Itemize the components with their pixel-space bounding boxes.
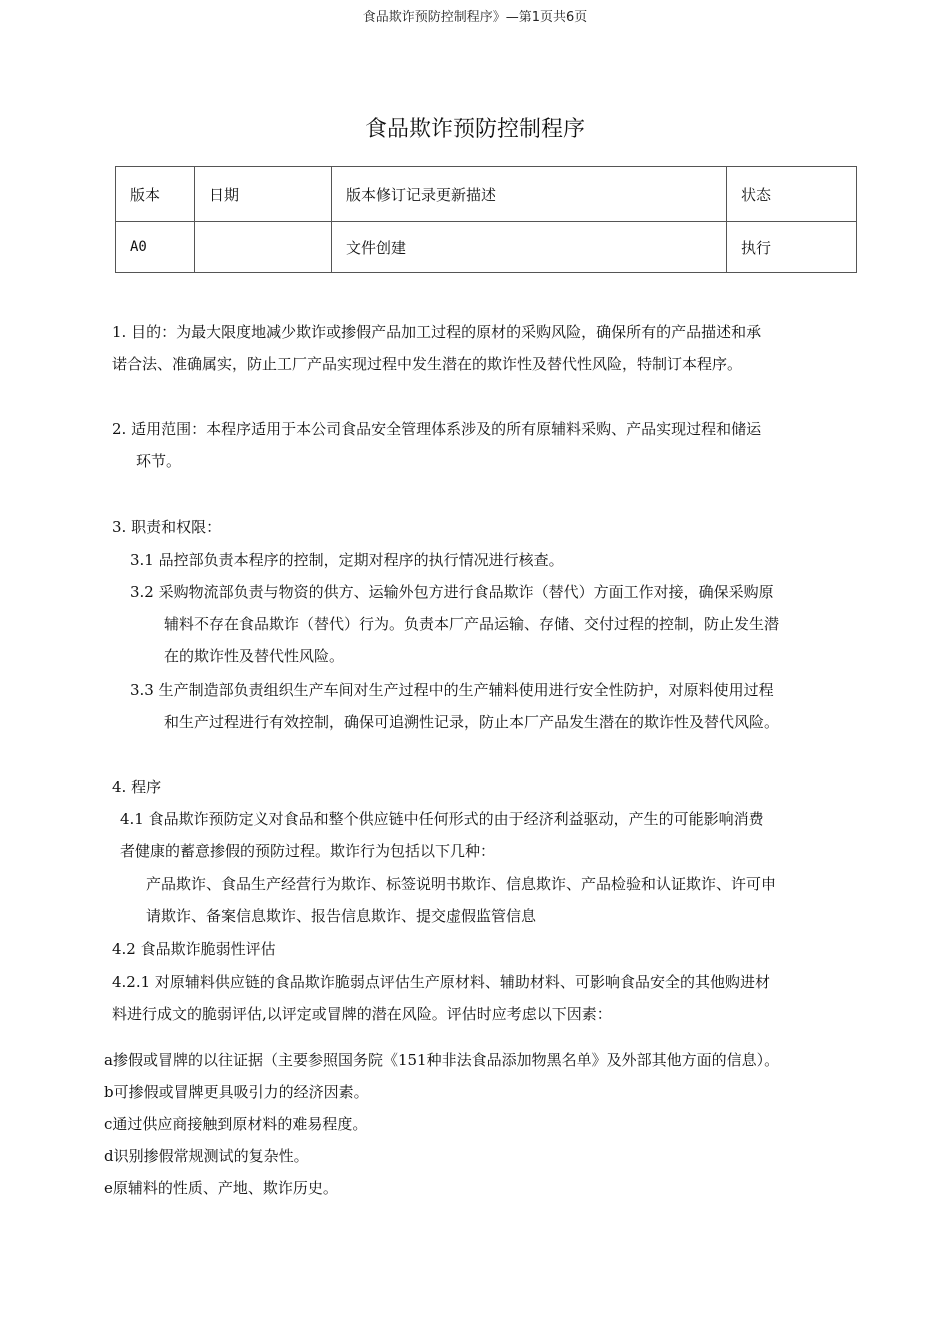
section-3-3-line: 和生产过程进行有效控制，确保可追溯性记录，防止本厂产品发生潜在的欺诈性及替代风险。 <box>164 713 780 731</box>
header-status: 状态 <box>727 167 857 222</box>
section-4-2-1 <box>112 966 770 1030</box>
cell-status: 执行 <box>727 222 857 273</box>
header-description: 版本修订记录更新描述 <box>332 167 727 222</box>
list-item: b可掺假或冒牌更具吸引力的经济因素。 <box>104 1083 369 1101</box>
section-3-1: 3.1 品控部负责本程序的控制，定期对程序的执行情况进行核查。 <box>130 551 564 569</box>
section-4-2: 4.2 食品欺诈脆弱性评估 <box>112 940 276 958</box>
section-2-line: 2. 适用范围：本程序适用于本公司食品安全管理体系涉及的所有原辅料采购、产品实现过程和储运 <box>112 420 762 438</box>
section-3-2-line: 辅料不存在食品欺诈（替代）行为。负责本厂产品运输、存储、交付过程的控制，防止发生潜 <box>164 615 780 633</box>
section-1 <box>112 316 761 380</box>
page-header: 食品欺诈预防控制程序》—第1页共6页 <box>362 10 588 25</box>
section-2 <box>112 413 761 477</box>
list-item: e原辅料的性质、产地、欺诈历史。 <box>104 1179 338 1197</box>
document-title: 食品欺诈预防控制程序 <box>364 117 585 142</box>
header-date: 日期 <box>195 167 332 222</box>
section-3-2 <box>130 576 779 672</box>
section-4-1-line: 者健康的蓄意掺假的预防过程。欺诈行为包括以下几种： <box>120 842 496 860</box>
section-3-3-line: 3.3 生产制造部负责组织生产车间对生产过程中的生产辅料使用进行安全性防护，对原料使用过程 <box>130 681 774 699</box>
cell-description: 文件创建 <box>332 222 727 273</box>
section-1-line: 诺合法、准确属实，防止工厂产品实现过程中发生潜在的欺诈性及替代性风险，特制订本程序。 <box>112 355 743 373</box>
list-item: a掺假或冒牌的以往证据（主要参照国务院《151种非法食品添加物黑名单》及外部其他方面的信息）。 <box>104 1051 780 1069</box>
section-3-title: 3. 职责和权限： <box>112 518 222 536</box>
section-4-2-1-line: 料进行成文的脆弱评估,以评定或冒牌的潜在风险。评估时应考虑以下因素： <box>112 1005 612 1023</box>
fraud-types-list <box>146 868 776 932</box>
section-4-2-1-line: 4.2.1 对原辅料供应链的食品欺诈脆弱点评估生产原材料、辅助材料、可影响食品安全的其他购进材 <box>112 973 770 991</box>
section-3-3 <box>130 674 779 738</box>
table-row <box>116 222 857 273</box>
table-header-row <box>116 167 857 222</box>
section-4-1 <box>120 803 764 867</box>
section-3-2-line: 3.2 采购物流部负责与物资的供方、运输外包方进行食品欺诈（替代）方面工作对接，确保采购原 <box>130 583 774 601</box>
cell-version: A0 <box>116 222 195 273</box>
revision-table <box>115 166 857 273</box>
list-item: c通过供应商接触到原材料的难易程度。 <box>104 1115 368 1133</box>
section-3-2-line: 在的欺诈性及替代性风险。 <box>164 647 345 665</box>
list-item: d识别掺假常规测试的复杂性。 <box>104 1147 309 1165</box>
section-2-line: 环节。 <box>136 452 182 470</box>
fraud-types-line: 请欺诈、备案信息欺诈、报告信息欺诈、提交虚假监管信息 <box>146 907 537 925</box>
header-version: 版本 <box>116 167 195 222</box>
factor-list <box>104 1044 779 1204</box>
section-4-1-line: 4.1 食品欺诈预防定义对食品和整个供应链中任何形式的由于经济利益驱动，产生的可能影响消费 <box>120 810 764 828</box>
cell-date <box>195 222 332 273</box>
section-4-title: 4. 程序 <box>112 778 162 796</box>
section-1-line: 1. 目的：为最大限度地减少欺诈或掺假产品加工过程的原材的采购风险，确保所有的产品描述和承 <box>112 323 762 341</box>
fraud-types-line: 产品欺诈、食品生产经营行为欺诈、标签说明书欺诈、信息欺诈、产品检验和认证欺诈、许可申 <box>146 875 777 893</box>
